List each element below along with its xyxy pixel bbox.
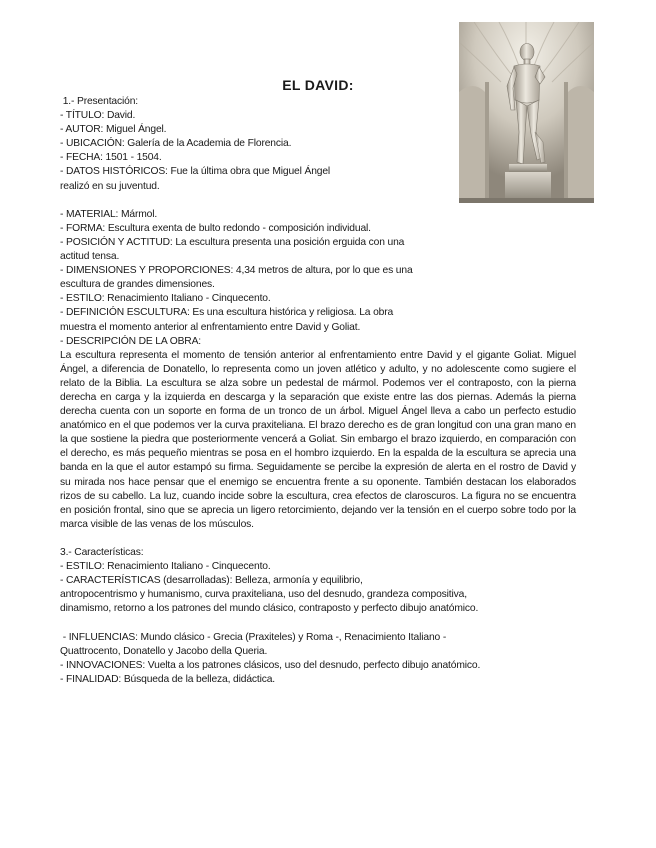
field-caracteristicas-cont-2: dinamismo, retorno a los patrones del mundo clásico, contraposto y perfecto dibujo anatómico. bbox=[60, 603, 479, 615]
field-datos-historicos-cont: realizó en su juventud. bbox=[60, 180, 160, 192]
field-caracteristicas-cont-1: antropocentrismo y humanismo, curva praxiteliana, uso del desnudo, grandeza compositiva, bbox=[60, 589, 467, 601]
document-body bbox=[60, 95, 576, 687]
field-estilo-2: - ESTILO: Renacimiento Italiano - Cinquecento. bbox=[60, 561, 271, 573]
field-influencias: - INFLUENCIAS: Mundo clásico - Grecia (Praxiteles) y Roma -, Renacimiento Italiano - bbox=[60, 631, 447, 643]
field-dimensiones-cont: escultura de grandes dimensiones. bbox=[60, 279, 215, 291]
field-ubicacion: - UBICACIÓN: Galería de la Academia de Florencia. bbox=[60, 138, 292, 150]
field-posicion-cont: actitud tensa. bbox=[60, 251, 120, 263]
field-posicion: - POSICIÓN Y ACTITUD: La escultura presenta una posición erguida con una bbox=[60, 236, 405, 248]
field-estilo: - ESTILO: Renacimiento Italiano - Cinquecento. bbox=[60, 293, 271, 305]
field-influencias-cont: Quattrocento, Donatello y Jacobo della Queria. bbox=[60, 645, 268, 657]
field-descripcion-heading: - DESCRIPCIÓN DE LA OBRA: bbox=[60, 335, 202, 347]
document-title: EL DAVID: bbox=[282, 77, 354, 93]
field-forma: - FORMA: Escultura exenta de bulto redondo - composición individual. bbox=[60, 222, 371, 234]
field-innovaciones: - INNOVACIONES: Vuelta a los patrones clásicos, uso del desnudo, perfecto dibujo anatómico. bbox=[60, 659, 481, 671]
field-material: - MATERIAL: Mármol. bbox=[60, 208, 158, 220]
field-definicion: - DEFINICIÓN ESCULTURA: Es una escultura histórica y religiosa. La obra bbox=[60, 307, 394, 319]
section-heading-presentacion: 1.- Presentación: bbox=[60, 96, 139, 107]
field-titulo: - TÍTULO: David. bbox=[60, 110, 136, 122]
descripcion-paragraph: La escultura representa el momento de tensión anterior al enfrentamiento entre David y el gigante Goliat. Miguel Ángel, a diferencia de Donatello, lo representa como un joven atlético y adulto, y no adolescente como sugiere el relato de la Biblia. La escultura se alza sobre un pedestal de mármol. Podemos ver el contraposto, con la pierna derecha en carga y la izquierda en descarga y la separación que existe entre las dos piernas. Además la pierna derecha cuenta con un soporte en forma de un tronco de un árbol. Miguel Ángel lleva a cabo un perfecto estudio anatómico en el que podemos ver la curva praxiteliana. El brazo derecho es de gran longitud con una gran mano en la que sostiene la piedra que posteriormente vencerá a Goliat. Sin embargo el brazo izquierdo, en comparación con el derecho, es más pequeño mientras se posa en el hombro izquierdo. En la espalda de la escultura se aprecia una banda en la que el autor estampó su firma. Seguidamente se percibe la expresión de alerta en el rostro de David y su mirada nos hace pensar que el enemigo se encuentra frente a su oponente. También destacan los elaborados rizos de su cabello. La luz, cuando incide sobre la escultura, crea efectos de claroscuros. La figura no se encuentra en posición frontal, sino que se aprecia un ligero retorcimiento, dejando ver la tensión en el cuerpo sobre todo por la marca visible de las venas de los músculos. bbox=[60, 349, 576, 530]
field-fecha: - FECHA: 1501 - 1504. bbox=[60, 152, 162, 164]
field-definicion-cont: muestra el momento anterior al enfrentamiento entre David y Goliat. bbox=[60, 321, 361, 333]
section-heading-caracteristicas: 3.- Características: bbox=[60, 547, 144, 558]
field-finalidad: - FINALIDAD: Búsqueda de la belleza, didáctica. bbox=[60, 673, 276, 685]
field-autor: - AUTOR: Miguel Ángel. bbox=[60, 124, 167, 136]
field-datos-historicos: - DATOS HISTÓRICOS: Fue la última obra que Miguel Ángel bbox=[60, 166, 331, 178]
field-caracteristicas: - CARACTERÍSTICAS (desarrolladas): Belleza, armonía y equilibrio, bbox=[60, 575, 363, 587]
field-dimensiones: - DIMENSIONES Y PROPORCIONES: 4,34 metros de altura, por lo que es una bbox=[60, 265, 413, 277]
